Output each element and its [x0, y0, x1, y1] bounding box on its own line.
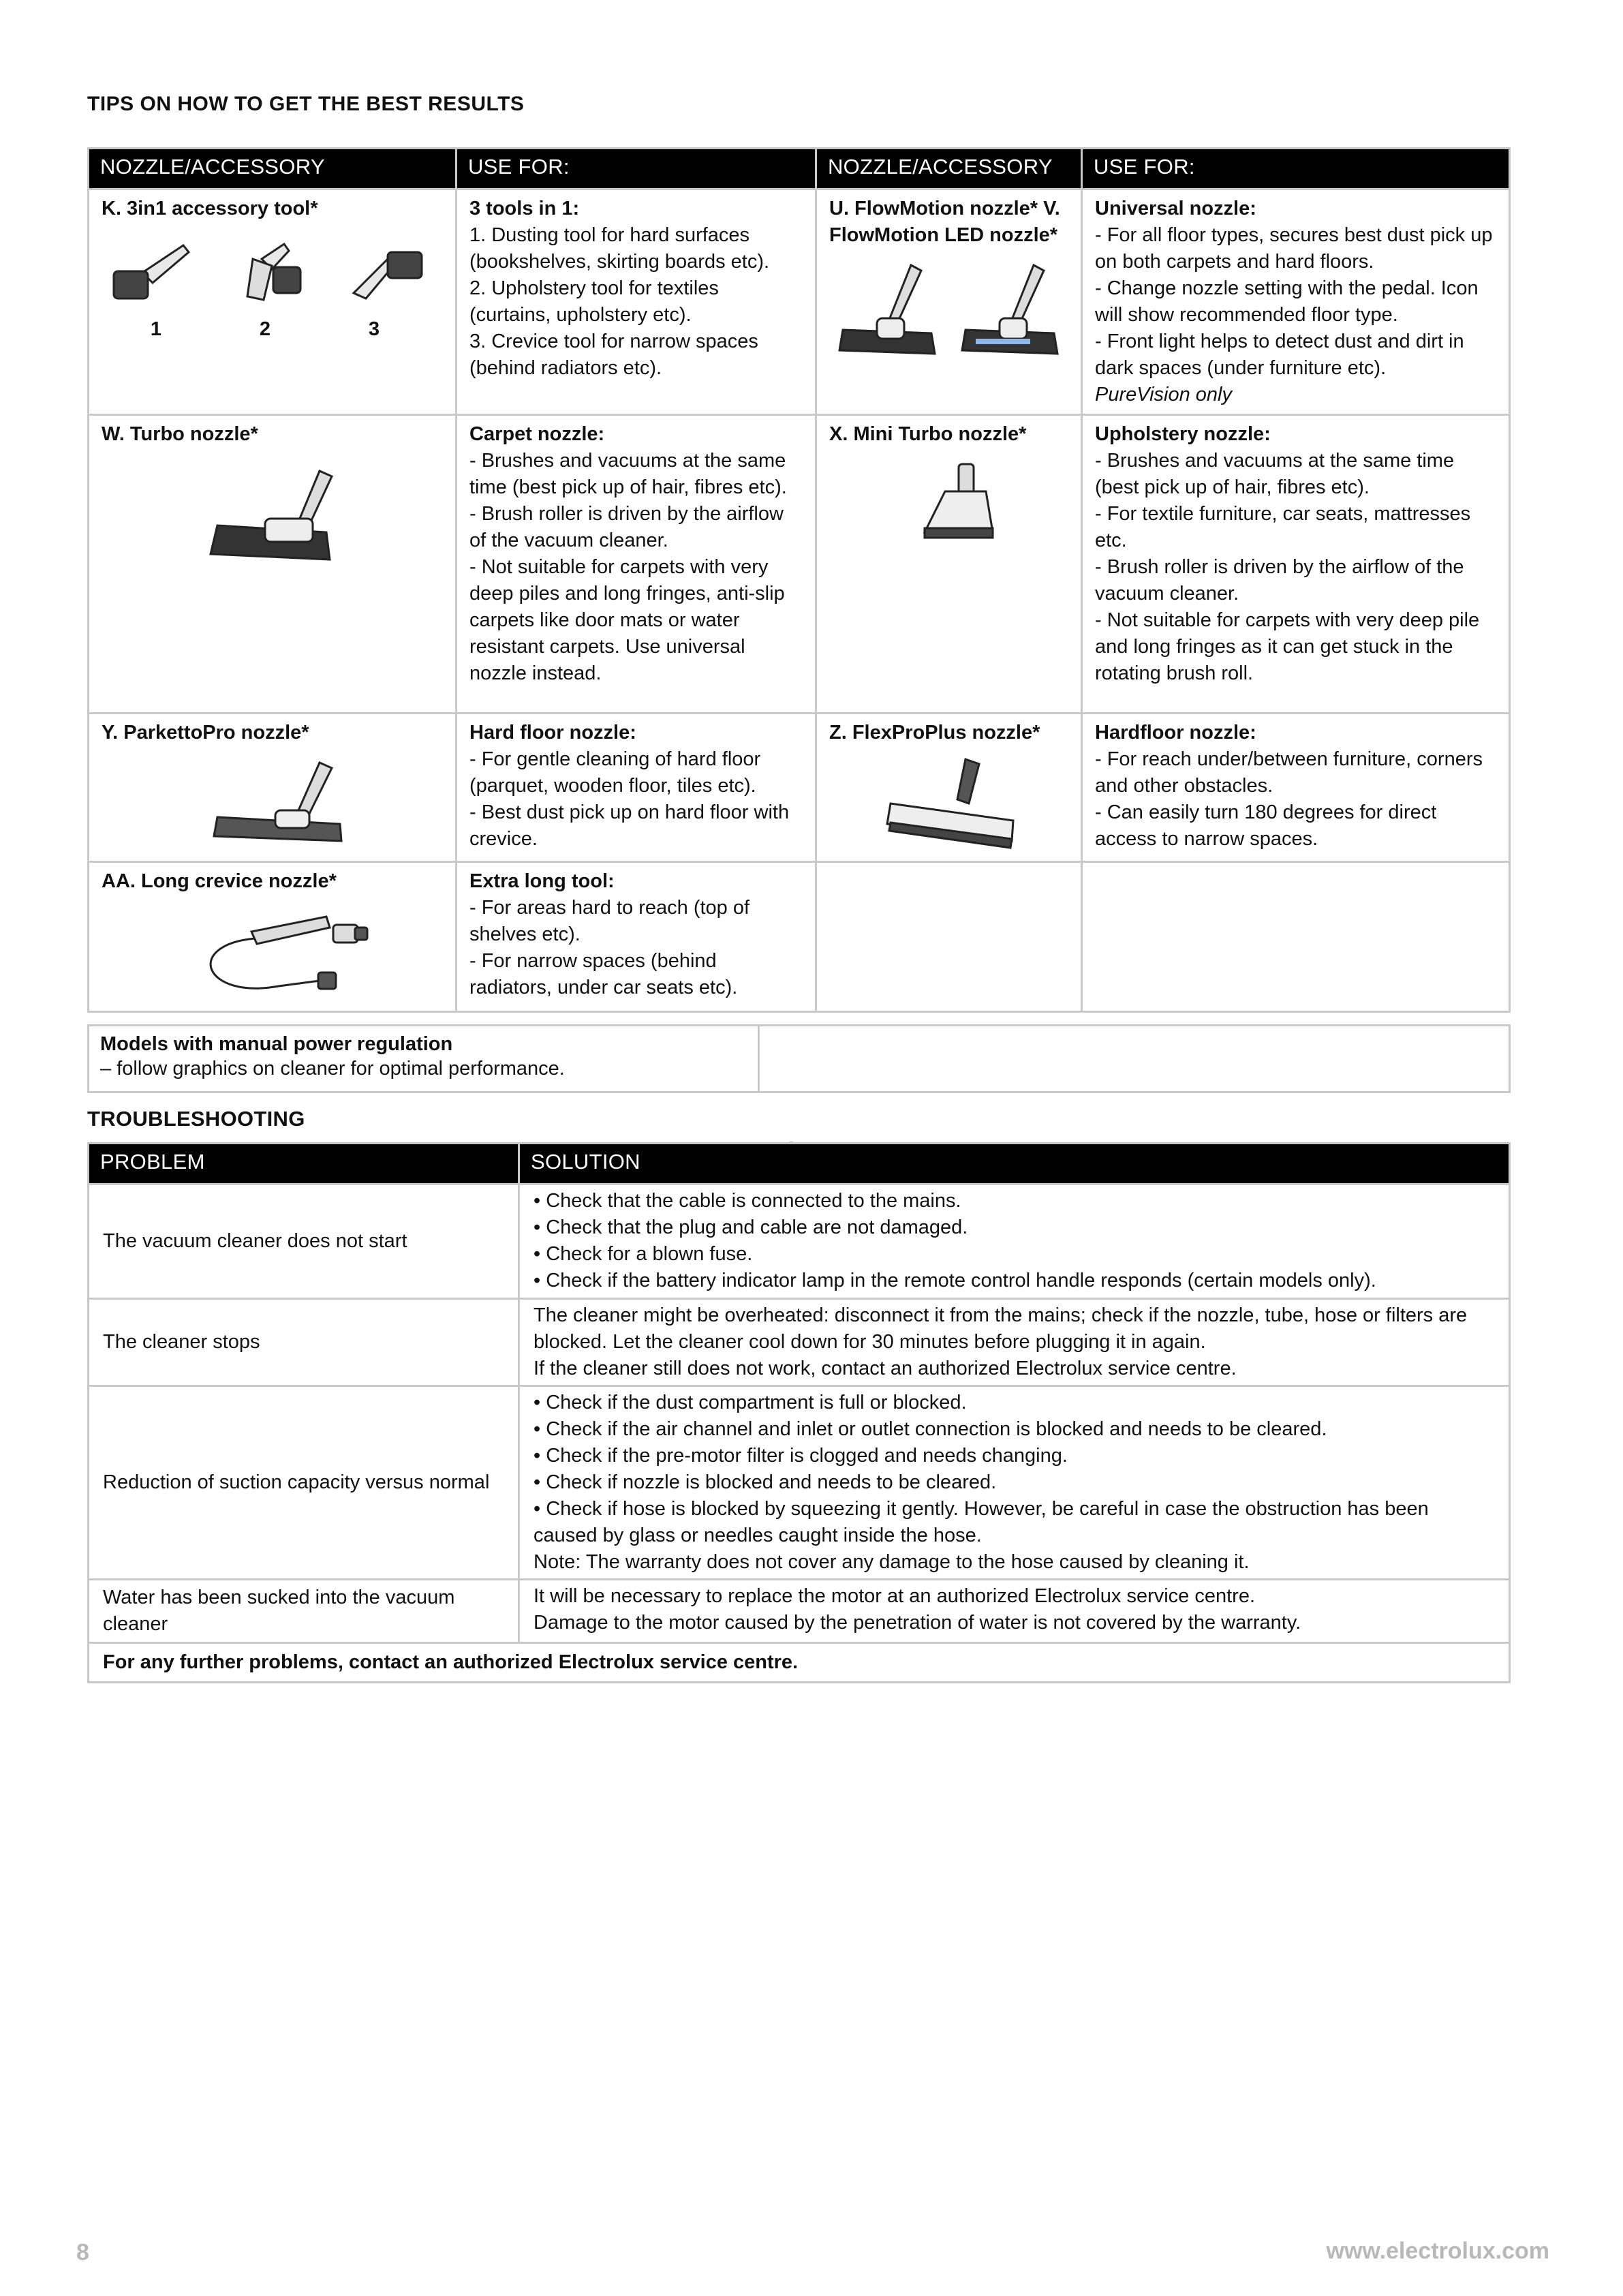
use-line: - Brush roller is driven by the airflow of the vacuum cleaner.	[1095, 556, 1464, 604]
use-line: 1. Dusting tool for hard surfaces (bookshelves, skirting boards etc).	[469, 224, 770, 273]
use-line: - For narrow spaces (behind radiators, under car seats etc).	[469, 950, 738, 998]
empty-cell	[1082, 862, 1510, 1012]
turbo-nozzle-icon	[102, 457, 442, 566]
use-title: 3 tools in 1:	[469, 198, 580, 219]
use-title: Extra long tool:	[469, 870, 615, 892]
use-cell	[457, 415, 816, 714]
solution-line: • Check if the air channel and inlet or outlet connection is blocked and needs to be cleared.	[534, 1418, 1327, 1440]
header-use-for: USE FOR:	[1082, 149, 1510, 189]
problem-cell: Reduction of suction capacity versus normal	[89, 1386, 519, 1580]
accessory-name: Y. ParkettoPro nozzle*	[102, 722, 309, 744]
use-line: - Brushes and vacuums at the same time (best pick up of hair, fibres etc).	[469, 450, 787, 498]
manual-regulation-title: Models with manual power regulation	[100, 1033, 453, 1055]
solution-line: • Check if the battery indicator lamp in the remote control handle responds (certain models only).	[534, 1270, 1376, 1291]
solution-line: • Check if hose is blocked by squeezing it gently. However, be careful in case the obstruction has been caused by glass or needles caught inside the hose.	[534, 1498, 1429, 1546]
accessory-cell	[89, 862, 457, 1012]
empty-cell	[816, 862, 1082, 1012]
accessory-cell	[816, 189, 1082, 415]
mini-turbo-nozzle-icon	[829, 457, 1075, 546]
use-line: - Change nozzle setting with the pedal. Icon will show recommended floor type.	[1095, 277, 1479, 326]
solution-cell	[519, 1386, 1510, 1580]
tool-number-label: 2	[259, 318, 271, 340]
accessory-cell	[89, 714, 457, 862]
accessory-cell	[89, 189, 457, 415]
problem-cell: The vacuum cleaner does not start	[89, 1184, 519, 1299]
troubleshooting-header-row	[89, 1144, 1510, 1184]
use-cell	[1082, 415, 1510, 714]
website-url: www.electrolux.com	[1326, 2238, 1549, 2264]
accessory-name: Z. FlexProPlus nozzle*	[829, 722, 1040, 744]
use-line: 2. Upholstery tool for textiles (curtains, upholstery etc).	[469, 277, 719, 326]
accessory-cell	[816, 415, 1082, 714]
solution-line: The cleaner might be overheated: disconnect it from the mains; check if the nozzle, tube, hose or filters are blocked. Let the cleaner cool down for 30 minutes before plugging it in again.	[534, 1304, 1468, 1353]
solution-cell	[519, 1184, 1510, 1299]
table-row	[89, 189, 1510, 415]
solution-line: • Check that the cable is connected to the mains.	[534, 1190, 961, 1212]
table-row	[89, 1643, 1510, 1683]
long-crevice-nozzle-icon	[102, 904, 442, 1000]
use-title: Universal nozzle:	[1095, 198, 1256, 219]
use-note: PureVision only	[1095, 384, 1232, 405]
use-line: - For all floor types, secures best dust pick up on both carpets and hard floors.	[1095, 224, 1493, 273]
header-use-for: USE FOR:	[457, 149, 816, 189]
header-problem: PROBLEM	[89, 1144, 519, 1184]
header-nozzle: NOZZLE/ACCESSORY	[816, 149, 1082, 189]
use-line: - For textile furniture, car seats, mattresses etc.	[1095, 503, 1471, 551]
header-solution: SOLUTION	[519, 1144, 1510, 1184]
solution-line: • Check if the pre-motor filter is clogged and needs changing.	[534, 1445, 1068, 1467]
accessory-name: K. 3in1 accessory tool*	[102, 198, 318, 219]
troubleshooting-table	[87, 1142, 1511, 1683]
manual-regulation-cell	[89, 1026, 759, 1092]
use-line: - Brush roller is driven by the airflow of the vacuum cleaner.	[469, 503, 784, 551]
table-row	[89, 1580, 1510, 1643]
use-title: Hard floor nozzle:	[469, 722, 636, 744]
accessory-cell	[816, 714, 1082, 862]
header-nozzle: NOZZLE/ACCESSORY	[89, 149, 457, 189]
parkettopro-nozzle-icon	[102, 756, 442, 851]
use-line: - Best dust pick up on hard floor with crevice.	[469, 801, 790, 850]
footer-note: For any further problems, contact an authorized Electrolux service centre.	[89, 1643, 1510, 1683]
table-row	[89, 862, 1510, 1012]
table-row	[89, 1299, 1510, 1386]
page-title: TIPS ON HOW TO GET THE BEST RESULTS	[87, 93, 525, 115]
tips-header-row	[89, 149, 1510, 189]
flowmotion-nozzle-icon	[829, 258, 1075, 361]
use-title: Hardfloor nozzle:	[1095, 722, 1256, 744]
table-row	[89, 1026, 1510, 1092]
table-row	[89, 714, 1510, 862]
solution-cell	[519, 1299, 1510, 1386]
page-number: 8	[76, 2239, 89, 2265]
troubleshooting-title: TROUBLESHOOTING	[87, 1107, 305, 1131]
problem-cell: Water has been sucked into the vacuum cleaner	[89, 1580, 519, 1643]
use-cell	[457, 189, 816, 415]
use-line: - For areas hard to reach (top of shelves etc).	[469, 897, 750, 945]
use-line: - Can easily turn 180 degrees for direct access to narrow spaces.	[1095, 801, 1437, 850]
use-cell	[457, 862, 816, 1012]
manual-regulation-text: – follow graphics on cleaner for optimal performance.	[100, 1058, 565, 1080]
accessory-name: U. FlowMotion nozzle* V. FlowMotion LED nozzle*	[829, 198, 1060, 246]
solution-line: Note: The warranty does not cover any damage to the hose caused by cleaning it.	[534, 1551, 1250, 1573]
use-cell	[457, 714, 816, 862]
use-line: - For gentle cleaning of hard floor (parquet, wooden floor, tiles etc).	[469, 748, 761, 797]
accessory-name: W. Turbo nozzle*	[102, 423, 258, 445]
solution-line: • Check that the plug and cable are not damaged.	[534, 1216, 968, 1238]
solution-line: If the cleaner still does not work, contact an authorized Electrolux service centre.	[534, 1358, 1237, 1379]
solution-line: • Check if the dust compartment is full or blocked.	[534, 1392, 967, 1413]
tool-number-label: 1	[150, 318, 162, 340]
use-line: - Not suitable for carpets with very deep pile and long fringes as it can get stuck in the rotating brush roll.	[1095, 609, 1480, 684]
accessory-name: X. Mini Turbo nozzle*	[829, 423, 1027, 445]
solution-line: • Check for a blown fuse.	[534, 1243, 753, 1265]
accessory-name: AA. Long crevice nozzle*	[102, 870, 337, 892]
use-cell	[1082, 189, 1510, 415]
flexproplus-nozzle-icon	[829, 756, 1075, 851]
use-line: - Front light helps to detect dust and dirt in dark spaces (under furniture etc).	[1095, 331, 1464, 379]
empty-cell	[759, 1026, 1510, 1092]
use-title: Carpet nozzle:	[469, 423, 605, 445]
solution-line: Damage to the motor caused by the penetration of water is not covered by the warranty.	[534, 1612, 1301, 1634]
3in1-tool-icon	[102, 232, 442, 313]
solution-line: • Check if nozzle is blocked and needs to be cleared.	[534, 1471, 997, 1493]
accessory-cell	[89, 415, 457, 714]
tool-number-label: 3	[368, 318, 380, 340]
table-row	[89, 1386, 1510, 1580]
use-line: - Brushes and vacuums at the same time (best pick up of hair, fibres etc).	[1095, 450, 1455, 498]
use-title: Upholstery nozzle:	[1095, 423, 1271, 445]
use-line: 3. Crevice tool for narrow spaces (behind radiators etc).	[469, 331, 758, 379]
tips-table	[87, 147, 1511, 1013]
table-row	[89, 1184, 1510, 1299]
solution-line: It will be necessary to replace the motor at an authorized Electrolux service centre.	[534, 1585, 1256, 1607]
manual-regulation-table	[87, 1024, 1511, 1093]
use-cell	[1082, 714, 1510, 862]
use-line: - For reach under/between furniture, corners and other obstacles.	[1095, 748, 1483, 797]
use-line: - Not suitable for carpets with very deep piles and long fringes, anti-slip carpets like door mats or water resistant carpets. Use universal nozzle instead.	[469, 556, 785, 684]
problem-cell: The cleaner stops	[89, 1299, 519, 1386]
solution-cell	[519, 1580, 1510, 1643]
table-row	[89, 415, 1510, 714]
